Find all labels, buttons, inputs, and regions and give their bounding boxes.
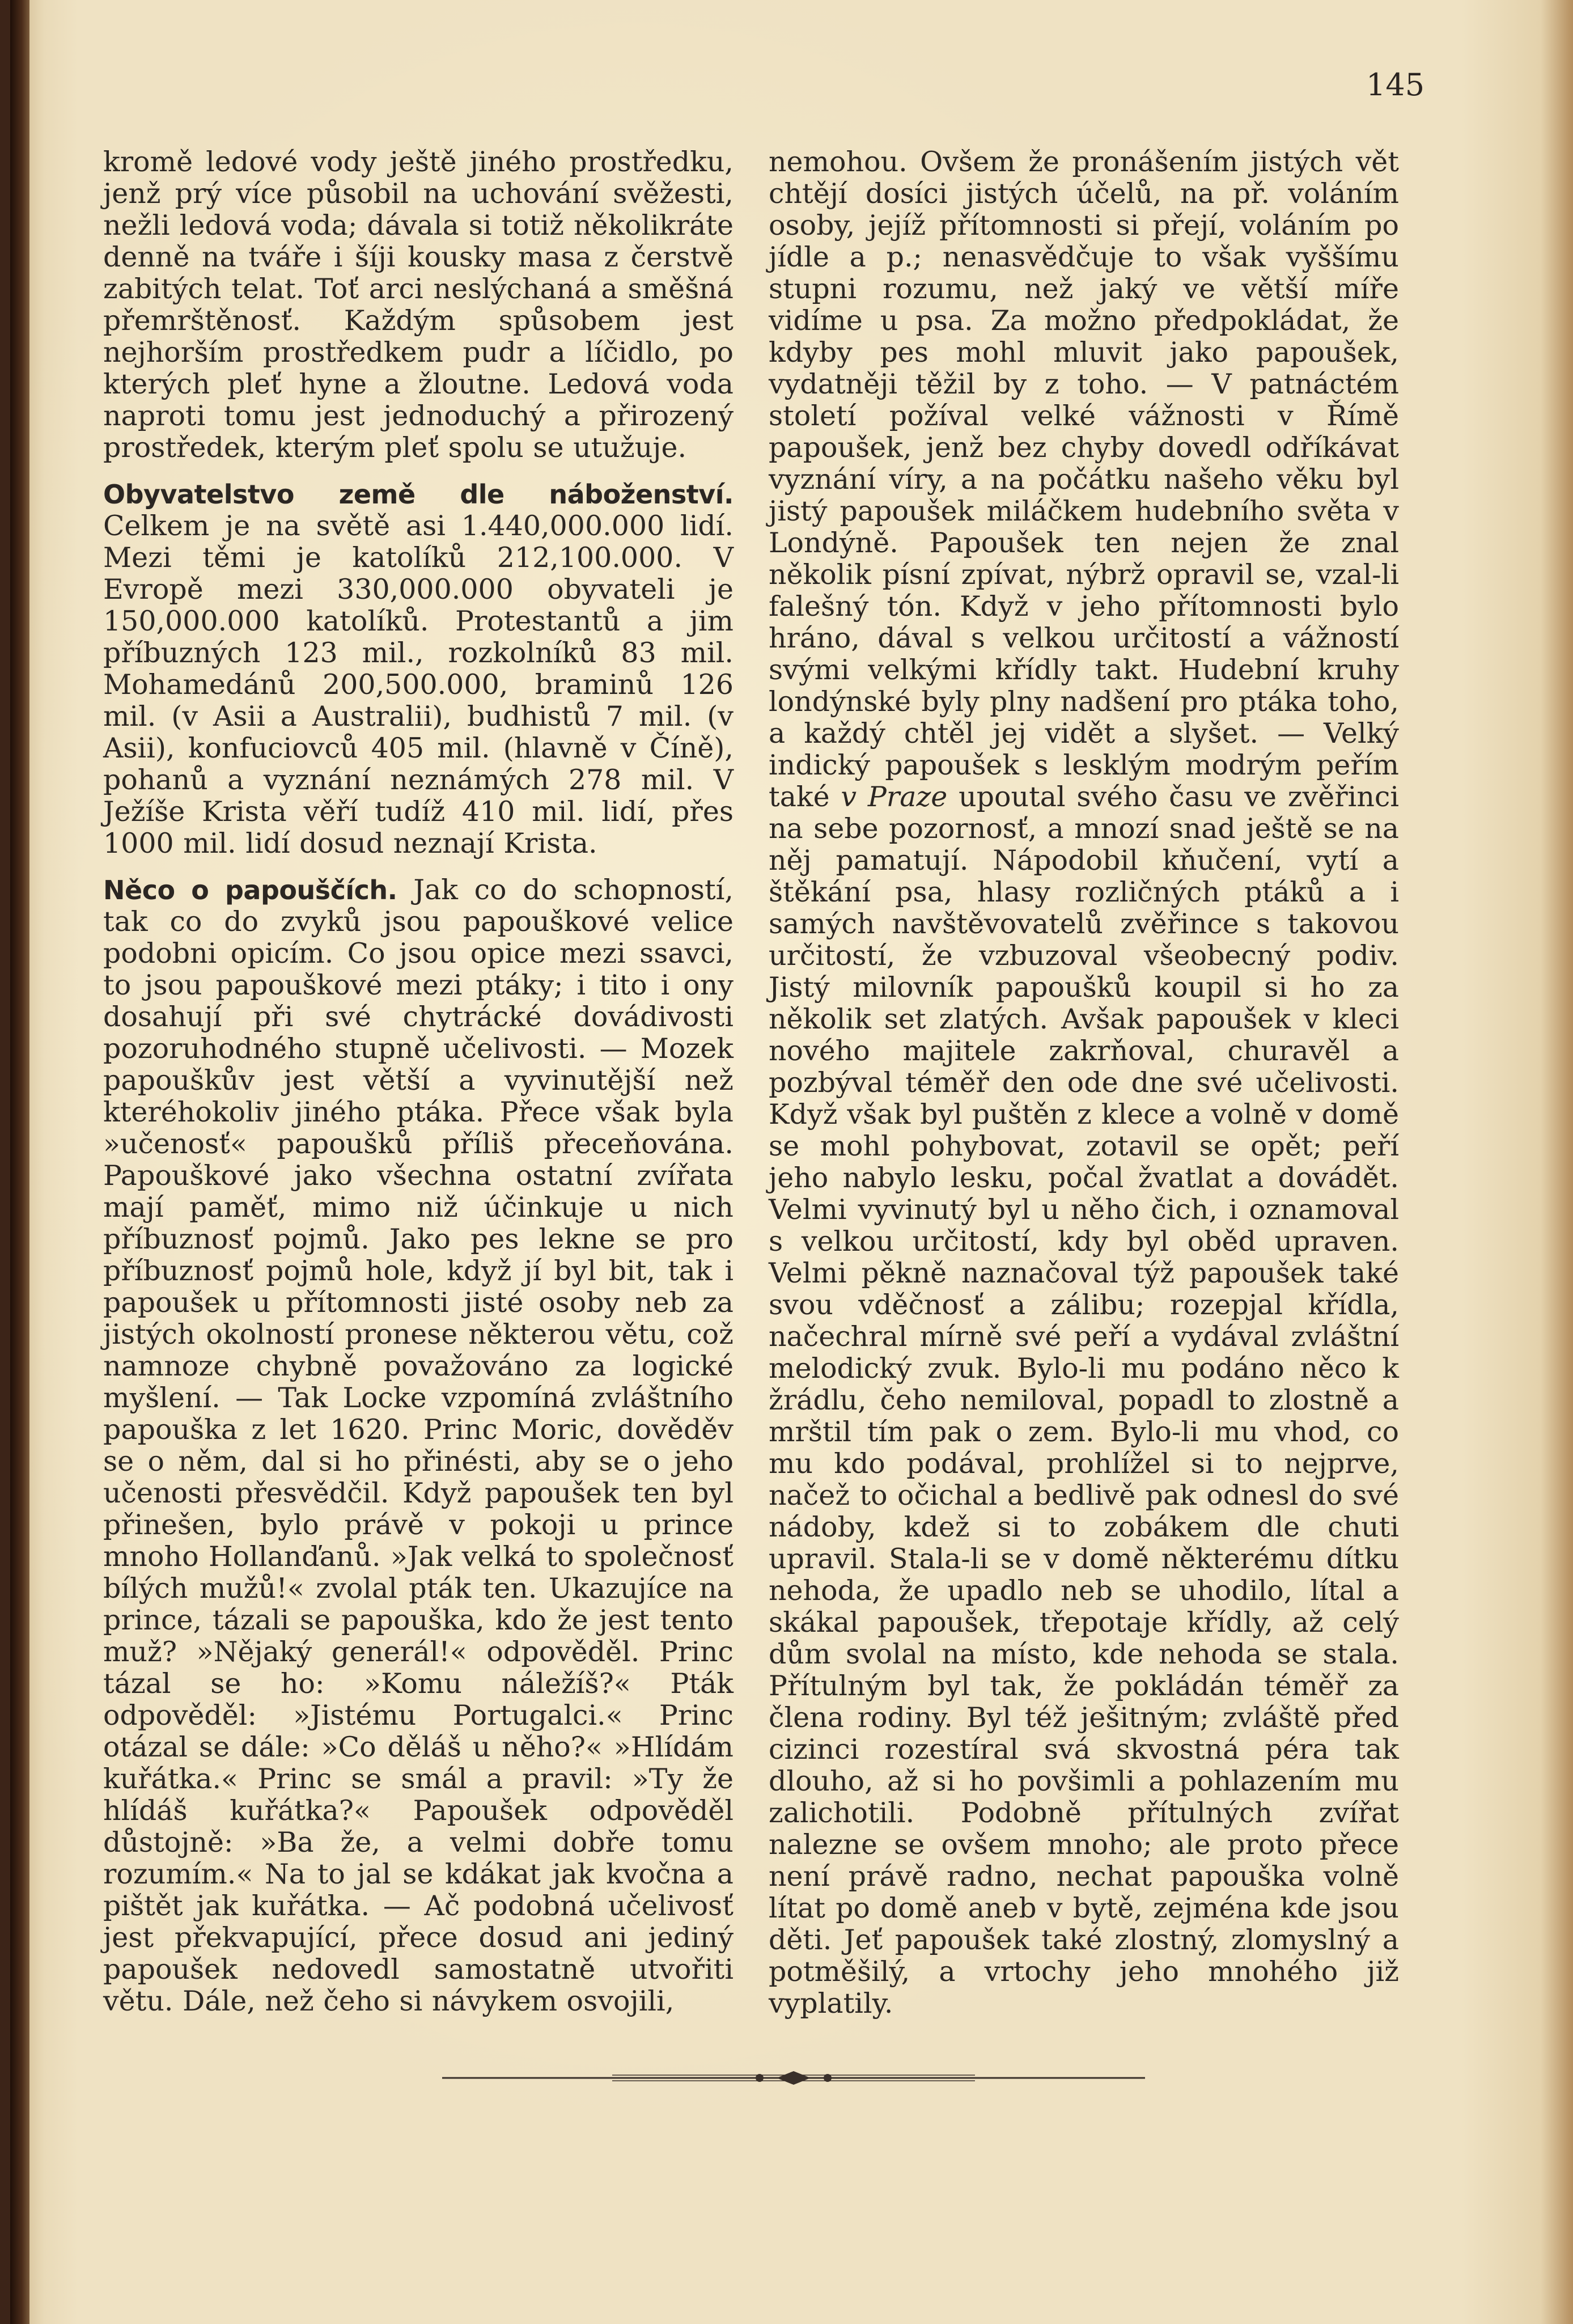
left-column xyxy=(103,146,733,2017)
right-column xyxy=(769,146,1399,2020)
paragraph-parrots-continued xyxy=(769,146,1399,2020)
religion-text: Celkem je na světě asi 1.440,000.000 lidí. Mezi těmi je katolíků 212,100.000. V Evropě mezi 330,000.000 obyvateli je 150,000.000 katolíků. Protestantů a jim příbuzných 123 mil., rozkolníků 83 mil. Mohamedánů 200,500.000, braminů 126 mil. (v Asii a Australii), budhistů 7 mil. (v Asii), konfuciovců 405 mil. (hlavně v Číně), pohanů a vyznání neznámých 278 mil. V Ježíše Krista věří tudíž 410 mil. lidí, přes 1000 mil. lidí dosud neznají Krista. xyxy=(103,510,733,860)
prague-italic: v Praze xyxy=(841,781,948,813)
paragraph-religion xyxy=(103,479,733,860)
end-ornament-rule xyxy=(442,2064,1145,2092)
parrots-continued-text-a: nemohou. Ovšem že pronášením jistých vět chtějí dosíci jistých účelů, na př. voláním osoby, jejíž přítomnosti si přejí, voláním po jídle a p.; nenasvědčuje to však vyššímu stupni rozumu, než jaký ve větší míře vidíme u psa. Za možno předpokládat, že kdyby pes mohl mluvit jako papoušek, vydatněji těžil by z toho. — V patnáctém století požíval velké vážnosti v Římě papoušek, jenž bez chyby dovedl odříkávat vyznání víry, a na počátku našeho věku byl jistý papoušek miláčkem hudebního světa v Londýně. Papoušek ten nejen že znal několik písní zpívat, nýbrž opravil se, vzal-li falešný tón. Když v jeho přítomnosti bylo hráno, dával s velkou určitostí a vážností svými velkými křídly takt. Hudební kruhy londýnské byly plny nadšení pro ptáka toho, a každý chtěl jej vidět a slyšet. — Velký indický papoušek s lesklým modrým peřím také xyxy=(769,146,1399,813)
parrots-text: Jak co do schopností, tak co do zvyků jsou papouškové velice podobni opicím. Co jsou opice mezi ssavci, to jsou papouškové mezi ptáky; i tito i ony dosahují při své chytrácké dovádivosti pozoruhodného stupně učelivosti. — Mozek papouškův jest větší a vyvinutější než kteréhokoliv jiného ptáka. Přece však byla »učenosť« papoušků příliš přeceňována. Papouškové jako všechna ostatní zvířata mají paměť, mimo niž účinkuje u nich příbuznosť pojmů. Jako pes lekne se pro příbuznosť pojmů hole, když jí byl bit, tak i papoušek u přítomnosti jisté osoby neb za jistých okolností pronese některou větu, což namnoze chybně považováno za logické myšlení. — Tak Locke vzpomíná zvláštního papouška z let 1620. Princ Moric, dověděv se o něm, dal si ho přinésti, aby se o jeho učenosti přesvědčil. Když papoušek ten byl přinešen, bylo právě v pokoji u prince mnoho Hollanďanů. »Jak velká to společnosť bílých mužů!« zvolal pták ten. Ukazujíce na prince, tázali se papouška, kdo že jest tento muž? »Nějaký generál!« odpověděl. Princ tázal se ho: »Komu náležíš?« Pták odpověděl: »Jistému Portugalci.« Princ otázal se dále: »Co děláš u něho?« »Hlídám kuřátka.« Princ se smál a pravil: »Ty že hlídáš kuřátka?« Papoušek odpověděl důstojně: »Ba že, a velmi dobře tomu rozumím.« Na to jal se kdákat jak kvočna a pištět jak kuřátka. — Ač podobná učelivosť jest překvapující, přece dosud ani jediný papoušek nedovedl samostatně utvořiti větu. Dále, než čeho si návykem osvojili, xyxy=(103,874,733,2017)
heading-parrots: Něco o papouščích. xyxy=(103,875,397,905)
paragraph-parrots xyxy=(103,874,733,2017)
book-spine-shadow xyxy=(10,0,29,2324)
page-number: 145 xyxy=(1366,67,1425,103)
heading-religion: Obyvatelstvo země dle náboženství. xyxy=(103,479,733,510)
parrots-continued-text-b: upoutal svého času ve zvěřinci na sebe pozornosť, a mnozí snad ještě se na něj pamatují. Nápodobil kňučení, vytí a štěkání psa, hlasy rozličných ptáků a i samých navštěvovatelů zvěřince s takovou určitostí, že vzbuzoval všeobecný podiv. Jistý milovník papoušků koupil si ho za několik set zlatých. Avšak papoušek v kleci nového majitele zakrňoval, churavěl a pozbýval téměř den ode dne své učelivosti. Když však byl puštěn z klece a volně v domě se mohl pohybovat, zotavil se opět; peří jeho nabylo lesku, počal žvatlat a dovádět. Velmi vyvinutý byl u něho čich, i oznamoval s velkou určitostí, kdy byl oběd upraven. Velmi pěkně naznačoval týž papoušek také svou vděčnosť a zálibu; rozepjal křídla, načechral mírně své peří a vydával zvláštní melodický zvuk. Bylo-li mu podáno něco k žrádlu, čeho nemiloval, popadl to zlostně a mrštil tím pak o zem. Bylo-li mu vhod, co mu kdo podával, prohlížel si to nejprve, načež to očichal a bedlivě pak odnesl do své nádoby, kdež si to zobákem dle chuti upravil. Stala-li se v domě některému dítku nehoda, že upadlo neb se uhodilo, lítal a skákal papoušek, třepotaje křídly, až celý dům svolal na místo, kde nehoda se stala. Přítulným byl tak, že pokládán téměř za člena rodiny. Byl též ješitným; zvláště před cizinci rozestíral svá skvostná péra tak dlouho, až si ho povšimli a pohlazením mu zalichotili. Podobně přítulných zvířat nalezne se ovšem mnoho; ale proto přece není právě radno, nechat papouška volně lítat po domě aneb v bytě, zejména kde jsou děti. Jeť papoušek také zlostný, zlomyslný a potměšilý, a vrtochy jeho mnohého již vyplatily. xyxy=(769,781,1399,2020)
paragraph-skin-care: kromě ledové vody ještě jiného prostředku, jenž prý více působil na uchování svěžesti, nežli ledová voda; dávala si totiž několikráte denně na tváře i šíji kousky masa z čerstvě zabitých telat. Toť arci neslýchaná a směšná přemrštěnosť. Každým spůsobem jest nejhorším prostředkem pudr a líčidlo, po kterých pleť hyne a žloutne. Ledová voda naproti tomu jest jednoduchý a přirozený prostředek, kterým pleť spolu se utužuje. xyxy=(103,146,733,464)
